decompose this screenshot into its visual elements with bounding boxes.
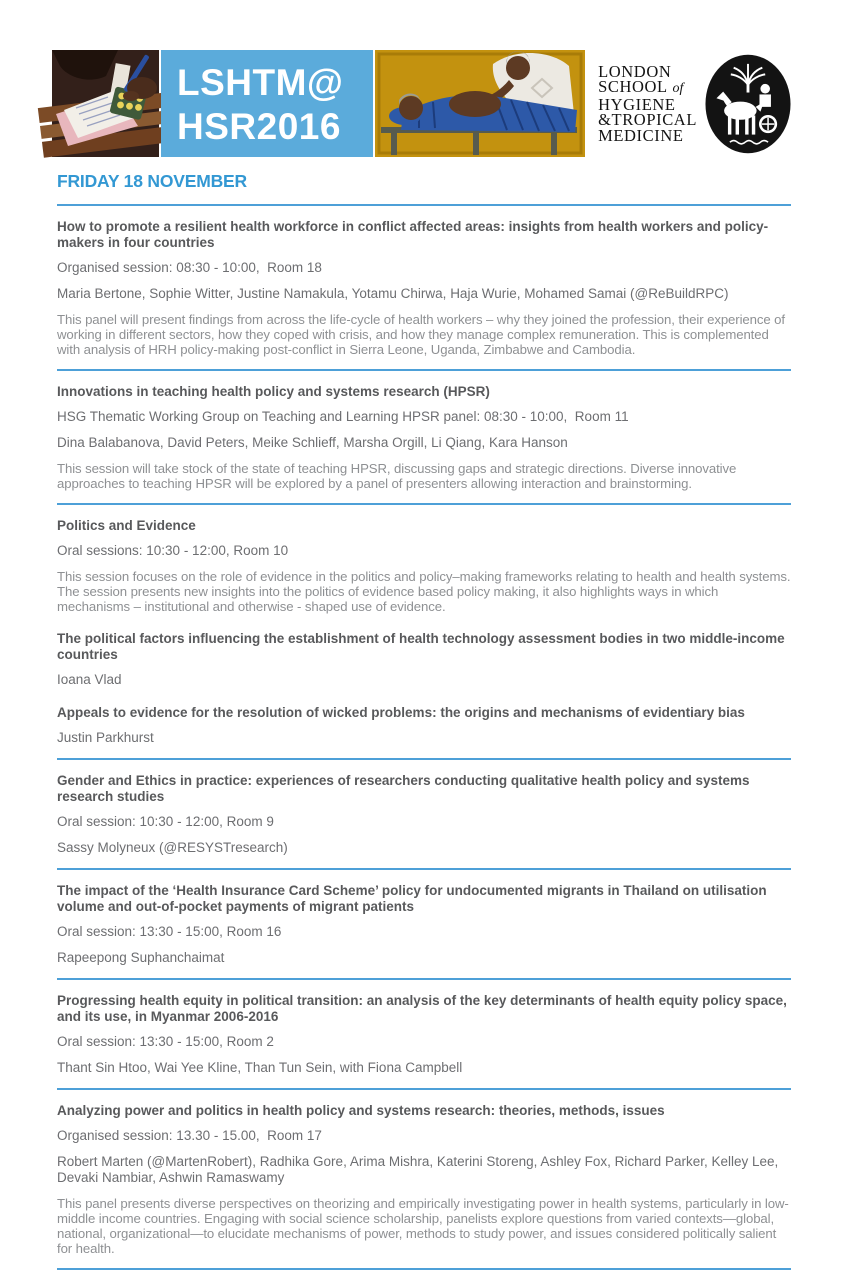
session-description: This session focuses on the role of evidence in the politics and policy–making frameworks relating to health and health systems. The session presents new insights into the politics of evidence based policy making, it also highlights ways in which mechanisms – institutional and otherwise - shaped use of evidence. <box>57 569 791 614</box>
session-title: Progressing health equity in political transition: an analysis of the key determinants of health equity policy space, and its use, in Myanmar 2006-2016 <box>57 993 787 1024</box>
session-info: Oral session: 10:30 - 12:00, Room 9 <box>57 814 274 829</box>
paper-entry-1 <box>57 631 791 688</box>
section-divider <box>57 1088 791 1090</box>
logo-line-2: SCHOOL of <box>598 77 684 97</box>
section-divider <box>57 204 791 206</box>
paper-title: The political factors influencing the establishment of health technology assessment bodies in two middle-income countries <box>57 631 785 662</box>
lshtm-logo <box>598 50 791 157</box>
session-description: This panel will present findings from across the life-cycle of health workers – why they joined the profession, their experience of working in different sectors, how they coped with crisis, and how they manage complex remuneration. This is complemented with analysis of HRH policy-making post-conflict in Sierra Leone, Uganda, Zimbabwe and Cambodia. <box>57 312 785 357</box>
session-info: Organised session: 13.30 - 15.00, Room 17 <box>57 1128 322 1143</box>
session-info: Organised session: 08:30 - 10:00, Room 18 <box>57 260 322 275</box>
writing-photo-illustration <box>52 50 159 157</box>
session-section-5 <box>57 883 791 966</box>
brand-block <box>161 50 373 157</box>
session-presenters: Thant Sin Htoo, Wai Yee Kline, Than Tun Sein, with Fiona Campbell <box>57 1060 463 1075</box>
program-content <box>0 171 848 1270</box>
lshtm-logo-text <box>598 61 697 145</box>
session-presenters: Robert Marten (@MartenRobert), Radhika Gore, Arima Mishra, Katerini Storeng, Ashley Fox, Richard Parker, Kelley Lee, Devaki Nambiar, Ashwin Ramaswamy <box>57 1154 783 1185</box>
session-title: The impact of the ‘Health Insurance Card Scheme’ policy for undocumented migrants in Thailand on utilisation volume and out-of-pocket payments of migrant patients <box>57 883 767 914</box>
section-divider <box>57 758 791 760</box>
session-presenters: Rapeepong Suphanchaimat <box>57 950 225 965</box>
session-info: Oral sessions: 10:30 - 12:00, Room 10 <box>57 543 289 558</box>
session-section-4 <box>57 773 791 856</box>
session-title: Gender and Ethics in practice: experiences of researchers conducting qualitative health policy and systems research studies <box>57 773 750 804</box>
session-info: Oral session: 13:30 - 15:00, Room 2 <box>57 1034 274 1049</box>
session-section-3 <box>57 518 791 746</box>
session-title: Analyzing power and politics in health policy and systems research: theories, methods, issues <box>57 1103 665 1118</box>
section-divider <box>57 503 791 505</box>
date-heading: FRIDAY 18 NOVEMBER <box>57 171 247 191</box>
session-section-1 <box>57 219 791 357</box>
patient-painting-illustration <box>375 50 585 157</box>
section-divider <box>57 369 791 371</box>
session-description: This panel presents diverse perspectives on theorizing and empirically investigating power in health systems, particularly in low-middle income countries. Engaging with social science scholarship, panelists explore questions from varied contexts—global, national, organizational—to elucidate mechanisms of power, methods to study power, and issues considered politically salient for health. <box>57 1196 789 1256</box>
header-banner <box>52 50 791 157</box>
paper-entry-2 <box>57 705 791 746</box>
session-section-7 <box>57 1103 791 1256</box>
paper-presenter: Ioana Vlad <box>57 672 122 687</box>
header-photo-writing <box>52 50 159 157</box>
logo-line-3: HYGIENE <box>598 94 676 114</box>
brand-line2: HSR2016 <box>177 106 341 147</box>
lshtm-emblem-icon <box>705 54 791 154</box>
program-page <box>0 50 848 1256</box>
paper-title: Appeals to evidence for the resolution of wicked problems: the origins and mechanisms of evidentiary bias <box>57 705 745 720</box>
session-section-2 <box>57 384 791 491</box>
session-title: Politics and Evidence <box>57 518 196 533</box>
section-divider <box>57 978 791 980</box>
session-title: Innovations in teaching health policy and systems research (HPSR) <box>57 384 490 399</box>
paper-presenter: Justin Parkhurst <box>57 730 154 745</box>
session-presenters: Maria Bertone, Sophie Witter, Justine Namakula, Yotamu Chirwa, Haja Wurie, Mohamed Samai (@ReBuildRPC) <box>57 286 729 301</box>
logo-line-1: LONDON <box>598 61 672 81</box>
session-presenters: Sassy Molyneux (@RESYSTresearch) <box>57 840 288 855</box>
logo-line-5: MEDICINE <box>598 125 684 145</box>
session-info: HSG Thematic Working Group on Teaching and Learning HPSR panel: 08:30 - 10:00, Room 11 <box>57 409 629 424</box>
brand-line1: LSHTM@ <box>177 62 344 103</box>
session-description: This session will take stock of the state of teaching HPSR, discussing gaps and strategic directions. Diverse innovative approaches to teaching HPSR will be explored by a panel of presenters allowing interaction and brainstorming. <box>57 461 737 491</box>
header-painting-patient <box>375 50 585 157</box>
session-title: How to promote a resilient health workforce in conflict affected areas: insights from health workers and policy-makers in four countries <box>57 219 769 250</box>
session-presenters: Dina Balabanova, David Peters, Meike Schlieff, Marsha Orgill, Li Qiang, Kara Hanson <box>57 435 568 450</box>
session-info: Oral session: 13:30 - 15:00, Room 16 <box>57 924 282 939</box>
logo-line-4: &TROPICAL <box>598 110 697 130</box>
session-section-6 <box>57 993 791 1076</box>
section-divider <box>57 868 791 870</box>
